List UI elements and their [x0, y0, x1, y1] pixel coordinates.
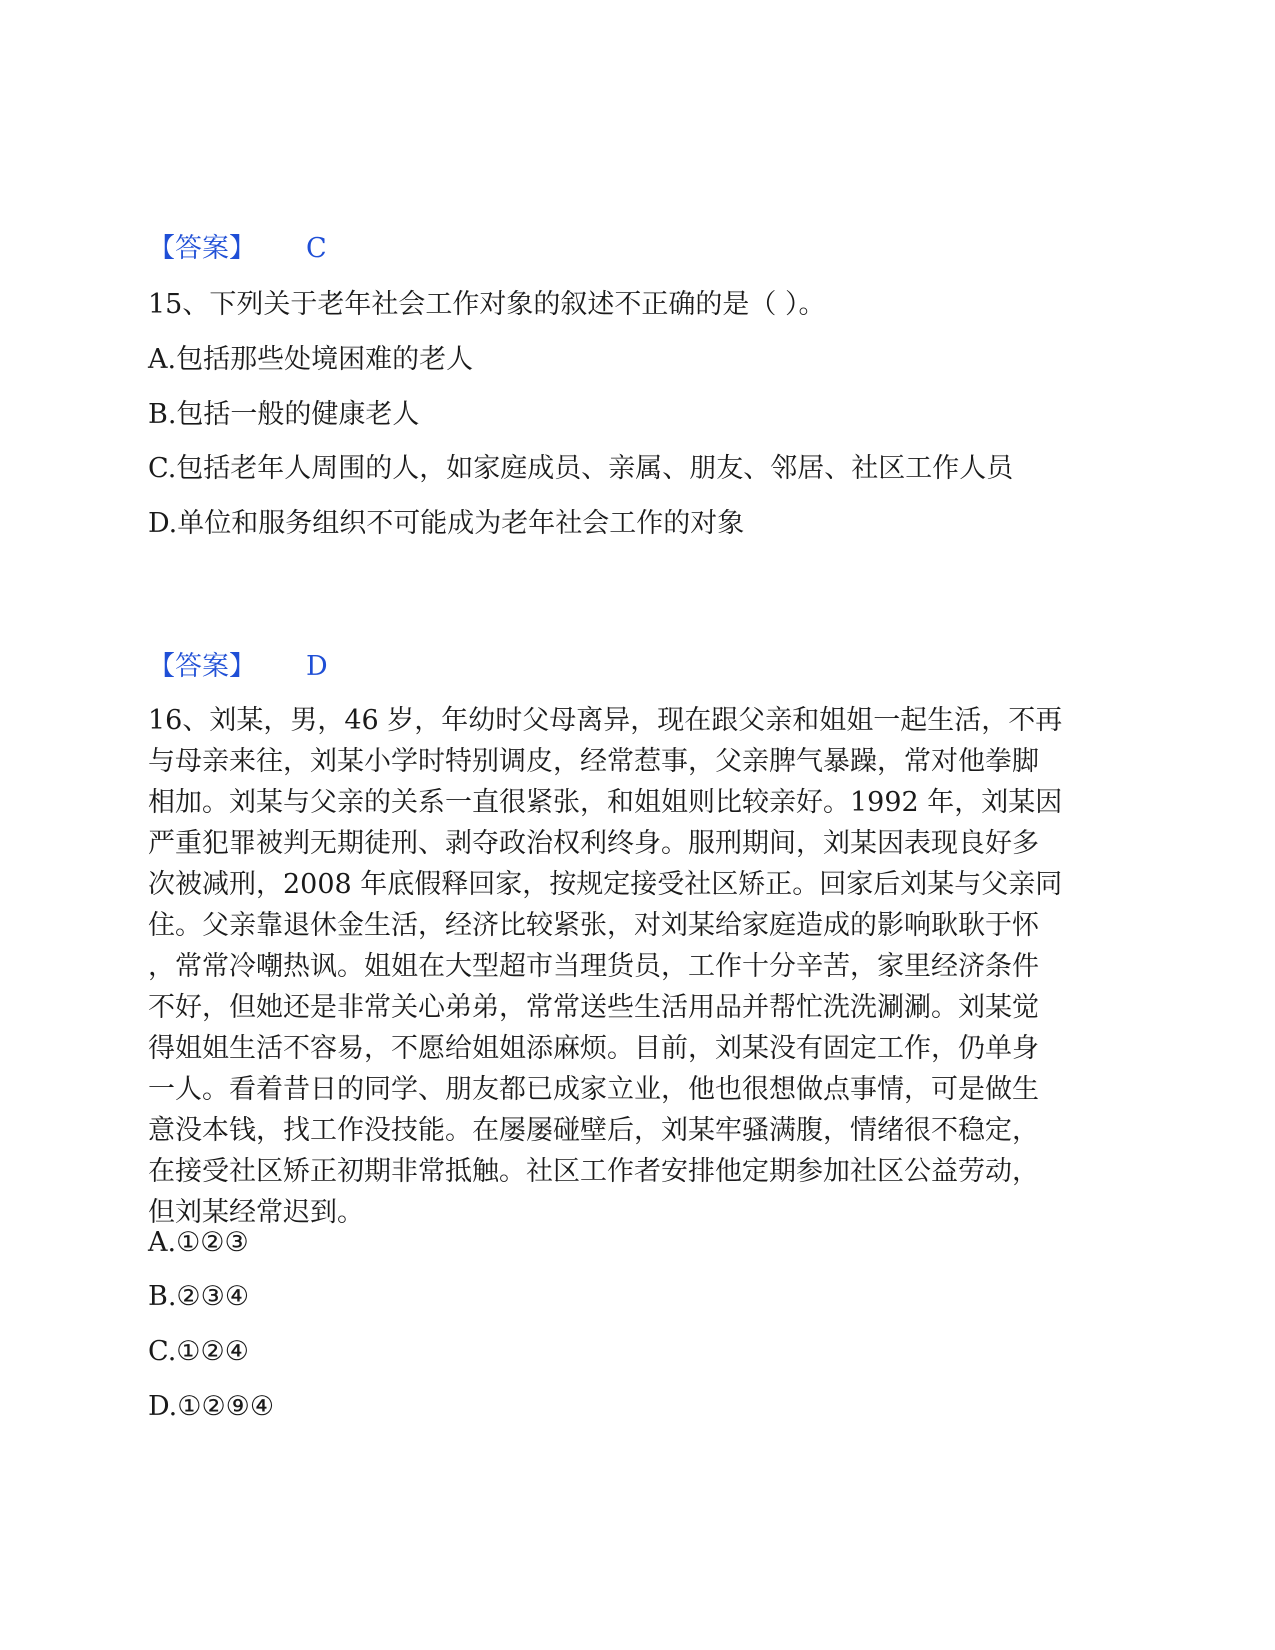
q16-line: 16、刘某，男，46 岁，年幼时父母离异，现在跟父亲和姐姐一起生活，不再 — [148, 705, 1063, 736]
q16-option-b: B.②③④ — [148, 1281, 250, 1312]
q16-line: 严重犯罪被判无期徒刑、剥夺政治权利终身。服刑期间，刘某因表现良好多 — [148, 828, 1039, 859]
q16-option-a: A.①②③ — [148, 1227, 249, 1258]
q16-line: 但刘某经常迟到。 — [148, 1197, 364, 1228]
answer-tag: 【答案】 — [148, 233, 256, 264]
q16-line: 次被减刑，2008 年底假释回家，按规定接受社区矫正。回家后刘某与父亲同 — [148, 869, 1063, 900]
q16-line: 在接受社区矫正初期非常抵触。社区工作者安排他定期参加社区公益劳动， — [148, 1156, 1039, 1187]
q16-line: 相加。刘某与父亲的关系一直很紧张，和姐姐则比较亲好。1992 年，刘某因 — [148, 787, 1063, 818]
q16-option-d: D.①②⑨④ — [148, 1391, 275, 1422]
q15-option-c: C.包括老年人周围的人，如家庭成员、亲属、朋友、邻居、社区工作人员 — [148, 453, 1014, 484]
question-15: 15、下列关于老年社会工作对象的叙述不正确的是（ ）。 — [148, 289, 826, 320]
answer-line-q15 — [148, 650, 328, 684]
answer-letter: D — [306, 651, 328, 682]
question-16-stem — [148, 700, 1118, 1233]
q16-line: 得姐姐生活不容易，不愿给姐姐添麻烦。目前，刘某没有固定工作，仍单身 — [148, 1033, 1039, 1064]
q16-line: 一人。看着昔日的同学、朋友都已成家立业，他也很想做点事情，可是做生 — [148, 1074, 1039, 1105]
q16-option-c: C.①②④ — [148, 1336, 249, 1367]
q15-option-d: D.单位和服务组织不可能成为老年社会工作的对象 — [148, 508, 745, 539]
answer-tag: 【答案】 — [148, 651, 256, 682]
q16-line: 住。父亲靠退休金生活，经济比较紧张，对刘某给家庭造成的影响耿耿于怀 — [148, 910, 1039, 941]
q15-option-b: B.包括一般的健康老人 — [148, 399, 420, 430]
q16-line: 不好，但她还是非常关心弟弟，常常送些生活用品并帮忙洗洗涮涮。刘某觉 — [148, 992, 1039, 1023]
q16-line: ，常常冷嘲热讽。姐姐在大型超市当理货员，工作十分辛苦，家里经济条件 — [148, 951, 1039, 982]
q16-line: 与母亲来往，刘某小学时特别调皮，经常惹事，父亲脾气暴躁，常对他拳脚 — [148, 746, 1039, 777]
q15-option-a: A.包括那些处境困难的老人 — [148, 344, 474, 375]
q16-line: 意没本钱，找工作没技能。在屡屡碰壁后，刘某牢骚满腹，情绪很不稳定， — [148, 1115, 1039, 1146]
answer-line-q14 — [148, 232, 327, 266]
answer-letter: C — [306, 233, 327, 264]
